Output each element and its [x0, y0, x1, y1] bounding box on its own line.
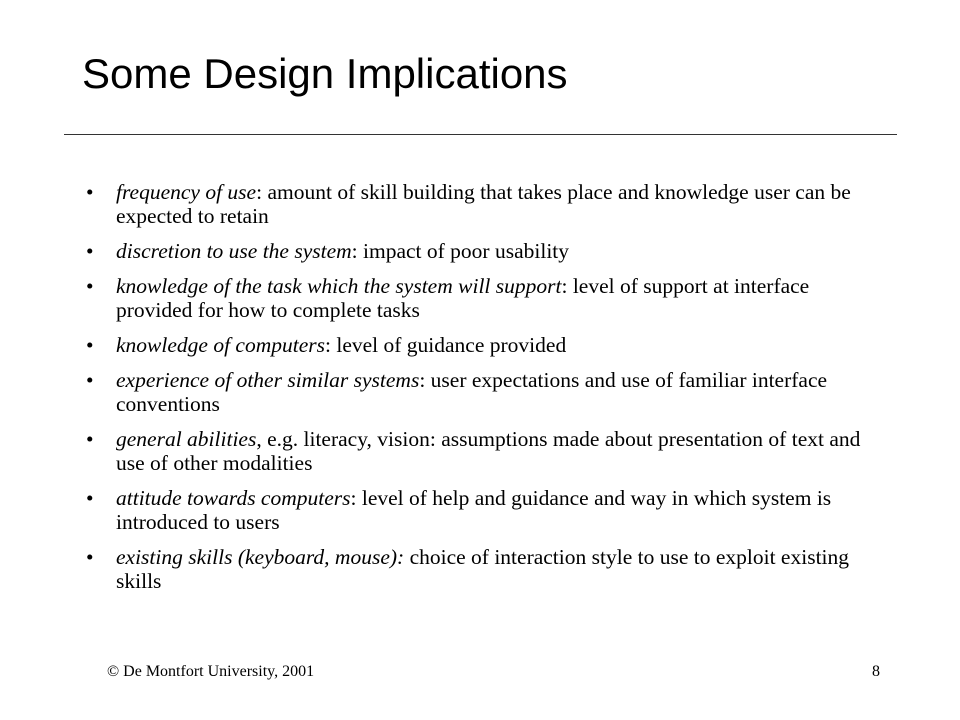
bullet-term: attitude towards computers — [116, 486, 351, 510]
bullet-item-discretion — [80, 239, 880, 263]
bullet-list — [80, 180, 880, 604]
footer-copyright: © De Montfort University, 2001 — [107, 663, 315, 680]
bullet-term: existing skills (keyboard, mouse): — [116, 545, 405, 569]
bullet-item-general-abilities — [80, 427, 880, 475]
page-number: 8 — [872, 663, 880, 680]
bullet-term: frequency of use — [116, 180, 257, 204]
bullet-item-similar-systems — [80, 368, 880, 416]
slide-title: Some Design Implications — [82, 50, 568, 97]
bullet-text: : user expectations and use of familiar interface conventions — [116, 368, 828, 416]
bullet-text: choice of interaction style to use to exploit existing skills — [116, 545, 850, 593]
bullet-term: knowledge of the task which the system will support — [116, 274, 562, 298]
bullet-item-task-knowledge — [80, 274, 880, 322]
title-divider — [64, 134, 897, 135]
bullet-text: : level of support at interface provided for how to complete tasks — [116, 274, 810, 322]
bullet-text: , e.g. literacy, vision: assumptions made about presentation of text and use of other modalities — [116, 427, 861, 475]
bullet-item-existing-skills — [80, 545, 880, 593]
bullet-text: : level of guidance provided — [325, 333, 567, 357]
bullet-term: general abilities — [116, 427, 257, 451]
bullet-item-computer-knowledge — [80, 333, 880, 357]
bullet-term: discretion to use the system — [116, 239, 352, 263]
bullet-item-attitude — [80, 486, 880, 534]
bullet-text: : amount of skill building that takes place and knowledge user can be expected to retain — [116, 180, 851, 228]
bullet-term: knowledge of computers — [116, 333, 325, 357]
bullet-term: experience of other similar systems — [116, 368, 420, 392]
bullet-item-frequency-of-use — [80, 180, 880, 228]
bullet-text: : level of help and guidance and way in which system is introduced to users — [116, 486, 832, 534]
bullet-text: : impact of poor usability — [351, 239, 570, 263]
